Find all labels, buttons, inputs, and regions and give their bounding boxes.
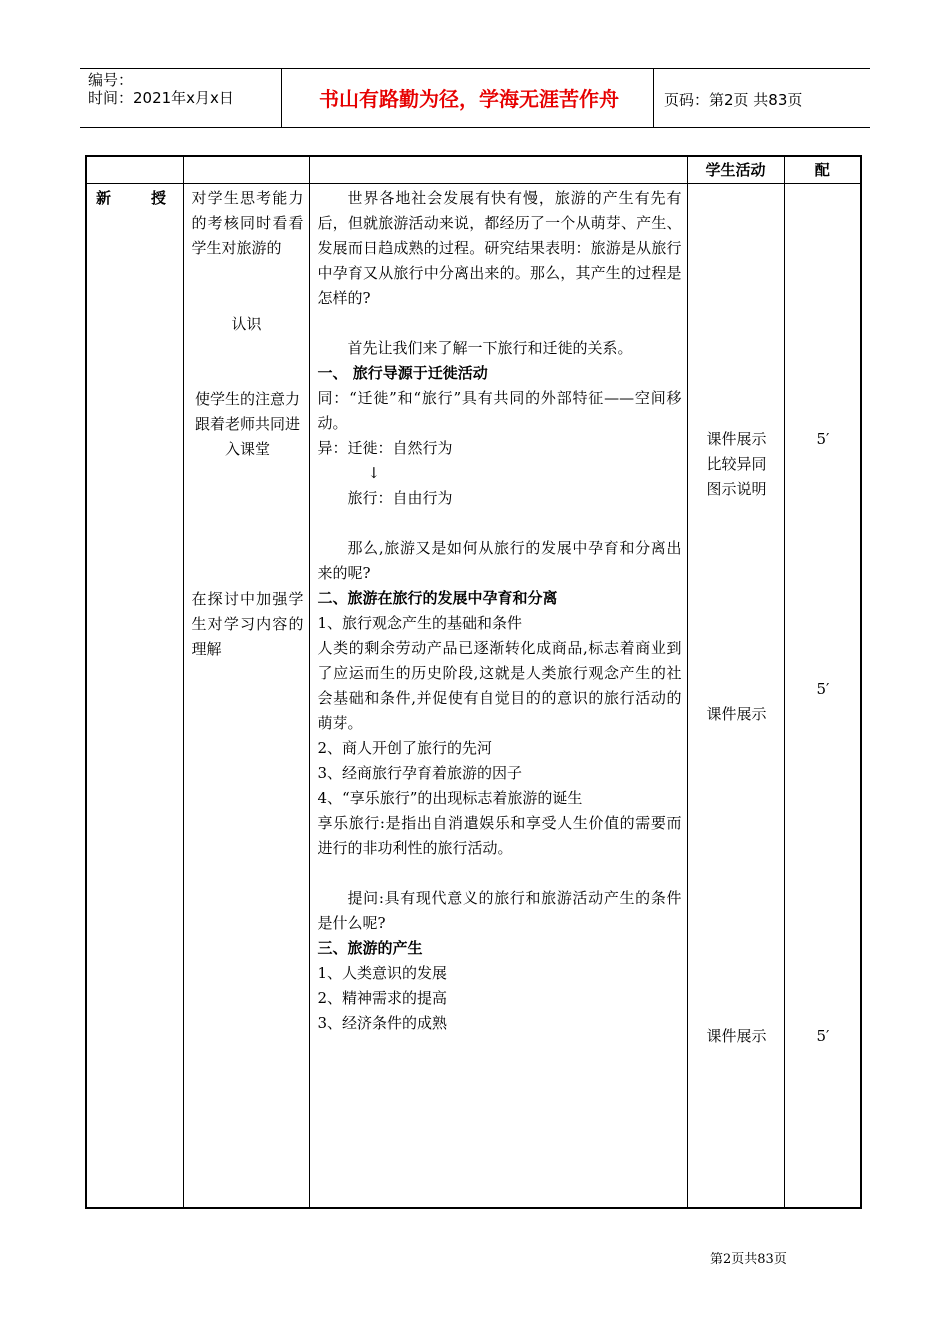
section-title: 一、 旅行导源于迁徙活动 — [317, 364, 488, 382]
time-allocation: 5′ — [816, 1027, 830, 1045]
goal-text: 在探讨中加强学生对学习内容的理解 — [191, 590, 304, 658]
header-meta — [88, 71, 234, 107]
lesson-stage-char: 新 — [96, 189, 112, 207]
header-page-info: 页码：第2页 共83页 — [664, 91, 803, 109]
content-text: 3、经济条件的成熟 — [317, 1014, 448, 1032]
content-text: 3、经商旅行孕育着旅游的因子 — [317, 764, 523, 782]
lead-text: 首先让我们来了解一下旅行和迁徙的关系。 — [347, 339, 633, 357]
goal-text: 使学生的注意力跟着老师共同进入课堂 — [194, 390, 300, 458]
table-row — [86, 184, 861, 1209]
lead-text: 那么,旅游又是如何从旅行的发展中孕育和分离出来的呢? — [317, 539, 682, 582]
content-text: 1、旅行观念产生的基础和条件 — [317, 614, 523, 632]
header-motto: 书山有路勤为径，学海无涯苦作舟 — [319, 87, 619, 111]
table-header-row — [86, 156, 861, 184]
down-arrow-icon: ↓ — [367, 464, 381, 482]
activity-text: 课件展示 — [706, 1027, 767, 1045]
activity-text: 图示说明 — [706, 480, 767, 498]
content-text: 2、精神需求的提高 — [317, 989, 448, 1007]
time-label: 时间：2021年x月x日 — [88, 89, 234, 107]
lesson-plan-table — [85, 155, 862, 1209]
content-text: 4、“享乐旅行”的出现标志着旅游的诞生 — [317, 789, 583, 807]
header-cell-allocation: 配 — [784, 156, 861, 184]
header-cell — [86, 156, 183, 184]
lesson-stage-char: 授 — [151, 189, 167, 207]
header-cell — [309, 156, 687, 184]
header-divider — [653, 69, 654, 127]
content-text: 享乐旅行:是指出自消遣娱乐和享受人生价值的需要而进行的非功利性的旅行活动。 — [317, 814, 682, 857]
goal-text: 认识 — [231, 315, 262, 333]
activity-text: 比较异同 — [706, 455, 767, 473]
lead-text: 提问:具有现代意义的旅行和旅游活动产生的条件是什么呢? — [317, 889, 682, 932]
page-header — [80, 68, 870, 128]
time-allocation: 5′ — [816, 430, 830, 448]
content-text: 2、商人开创了旅行的先河 — [317, 739, 493, 757]
content-text: 同：“迁徙”和“旅行”具有共同的外部特征——空间移动。 — [317, 389, 682, 432]
activity-text: 课件展示 — [706, 430, 767, 448]
page-footer: 第2页共83页 — [710, 1252, 787, 1267]
content-text: 旅行：自由行为 — [347, 489, 453, 507]
content-text: 异：迁徙：自然行为 — [317, 439, 453, 457]
number-label: 编号： — [88, 71, 134, 89]
time-allocation: 5′ — [816, 680, 830, 698]
content-text: 1、人类意识的发展 — [317, 964, 448, 982]
header-divider — [281, 69, 282, 127]
activity-text: 课件展示 — [706, 705, 767, 723]
section-title: 二、旅游在旅行的发展中孕育和分离 — [317, 589, 558, 607]
header-cell-student-activity: 学生活动 — [687, 156, 784, 184]
content-text: 人类的剩余劳动产品已逐渐转化成商品,标志着商业到了应运而生的历史阶段,这就是人类旅行观念产生的社会基础和条件,并促使有自觉目的的意识的旅行活动的萌芽。 — [317, 639, 682, 732]
header-cell — [183, 156, 309, 184]
intro-paragraph: 世界各地社会发展有快有慢，旅游的产生有先有后，但就旅游活动来说，都经历了一个从萌芽、产生、发展而日趋成熟的过程。研究结果表明：旅游是从旅行中孕育又从旅行中分离出来的。那么，其产生的过程是怎样的? — [317, 189, 682, 307]
goal-text: 对学生思考能力的考核同时看看学生对旅游的 — [191, 189, 304, 257]
section-title: 三、旅游的产生 — [317, 939, 423, 957]
lesson-stage — [96, 186, 166, 211]
lesson-content — [318, 186, 682, 1036]
